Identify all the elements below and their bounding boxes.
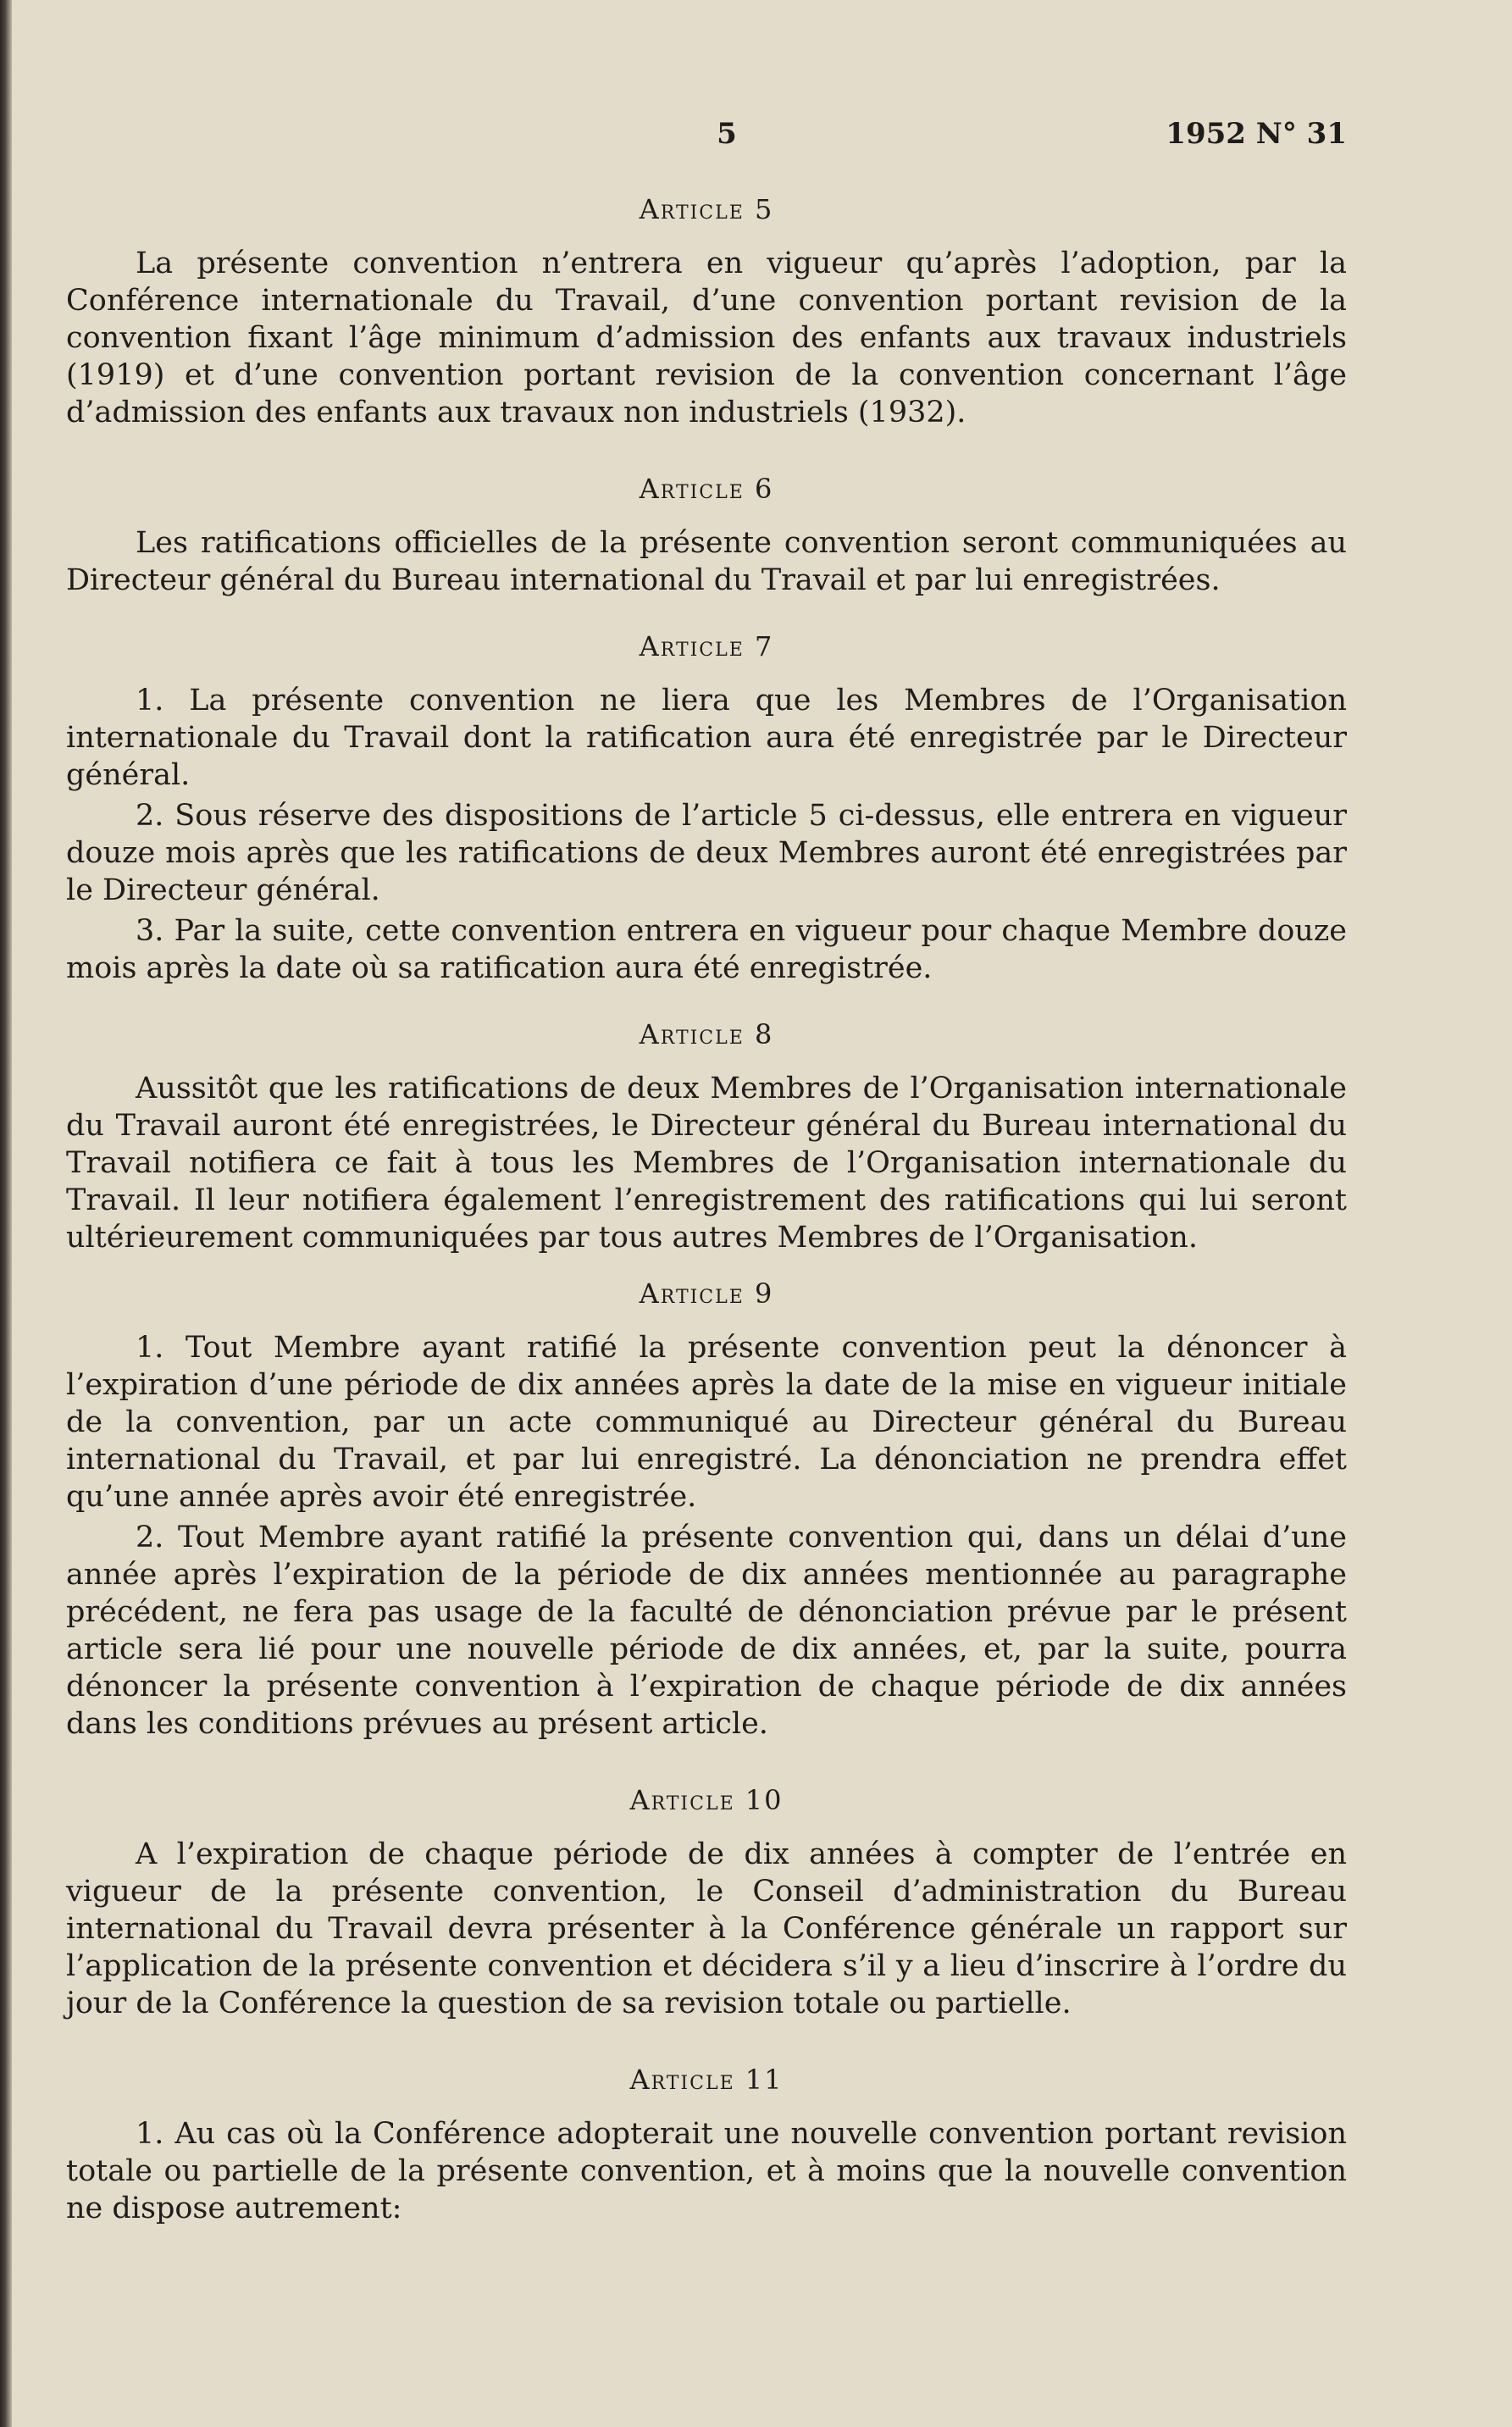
page-header — [66, 117, 1347, 154]
article-title: Article 6 — [639, 473, 774, 505]
article-paragraph: 1. Au cas où la Conférence adopterait une nouvelle convention portant revision totale ou partielle de la présente convention, et à moins que la nouvelle convention ne dispose autrement: — [66, 2117, 1347, 2225]
article-11 — [66, 2061, 1347, 2227]
article-title: Article 8 — [639, 1018, 774, 1050]
article-6 — [66, 470, 1347, 599]
article-title: Article 10 — [629, 1784, 784, 1816]
article-8 — [66, 1016, 1347, 1256]
document-body — [66, 191, 1347, 2230]
article-title: Article 5 — [639, 193, 774, 225]
article-paragraph: 1. La présente convention ne liera que les Membres de l’Organisation internationale du Travail dont la ratification aura été enregistrée par le Directeur général. — [66, 684, 1347, 792]
article-paragraph: 2. Sous réserve des dispositions de l’article 5 ci-dessus, elle entrera en vigueur douze mois après que les ratifications de deux Membres auront été enregistrées par le Directeur général. — [66, 799, 1347, 907]
article-title: Article 11 — [629, 2064, 784, 2096]
article-title: Article 7 — [639, 630, 774, 662]
document-reference: 1952 N° 31 — [1166, 117, 1347, 151]
page-number: 5 — [717, 117, 737, 151]
article-paragraph: 1. Tout Membre ayant ratifié la présente convention peut la dénoncer à l’expiration d’une période de dix années après la date de la mise en vigueur initiale de la convention, par un acte communiqué au Directeur général du Bureau international du Travail, et par lui enregistré. La dénonciation ne prendra effet qu’une année après avoir été enregistrée. — [66, 1331, 1347, 1514]
article-paragraph: 3. Par la suite, cette convention entrera en vigueur pour chaque Membre douze mois après la date où sa ratification aura été enregistrée. — [66, 914, 1347, 985]
article-paragraph: 2. Tout Membre ayant ratifié la présente convention qui, dans un délai d’une année après l’expiration de la période de dix années mentionnée au paragraphe précédent, ne fera pas usage de la faculté de dénonciation prévue par le présent article sera lié pour une nouvelle période de dix années, et, par la suite, pourra dénoncer la présente convention à l’expiration de chaque période de dix années dans les conditions prévues au présent article. — [66, 1521, 1347, 1741]
article-7 — [66, 628, 1347, 987]
article-paragraph: A l’expiration de chaque période de dix années à compter de l’entrée en vigueur de la présente convention, le Conseil d’administration du Bureau international du Travail devra présenter à la Conférence générale un rapport sur l’application de la présente convention et décidera s’il y a lieu d’inscrire à l’ordre du jour de la Conférence la question de sa revision totale ou partielle. — [66, 1837, 1347, 2020]
article-paragraph: Les ratifications officielles de la présente convention seront communiquées au Directeur général du Bureau international du Travail et par lui enregistrées. — [66, 526, 1347, 597]
article-10 — [66, 1781, 1347, 2022]
article-9 — [66, 1275, 1347, 1743]
article-5 — [66, 191, 1347, 431]
article-title: Article 9 — [639, 1277, 774, 1310]
article-paragraph: La présente convention n’entrera en vigueur qu’après l’adoption, par la Conférence internationale du Travail, d’une convention portant revision de la convention fixant l’âge minimum d’admission des enfants aux travaux industriels (1919) et d’une convention portant revision de la convention concernant l’âge d’admission des enfants aux travaux non industriels (1932). — [66, 247, 1347, 429]
article-paragraph: Aussitôt que les ratifications de deux Membres de l’Organisation internationale du Travail auront été enregistrées, le Directeur général du Bureau international du Travail notifiera ce fait à tous les Membres de l’Organisation internationale du Travail. Il leur notifiera également l’enregistrement des ratifications qui lui seront ultérieurement communiquées par tous autres Membres de l’Organisation. — [66, 1072, 1347, 1255]
